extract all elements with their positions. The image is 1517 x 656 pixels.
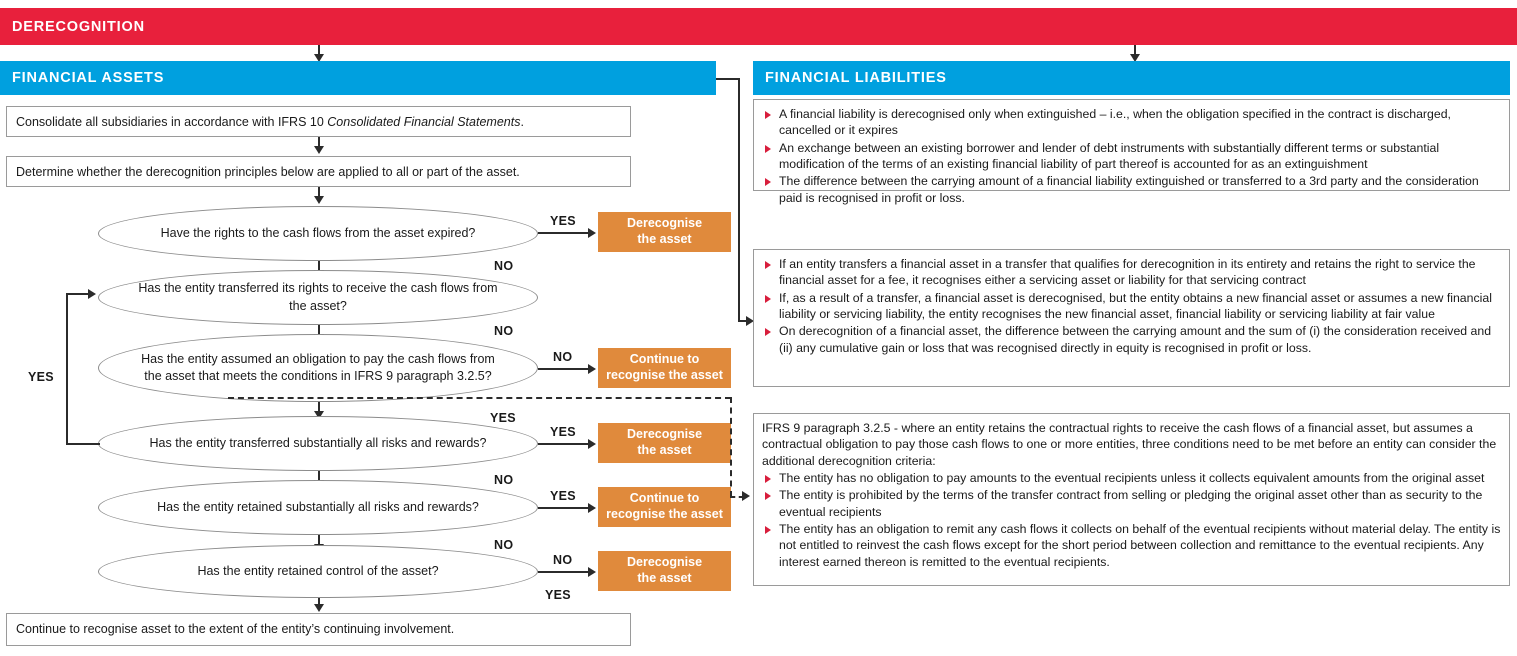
- list-item: If an entity transfers a financial asset in a transfer that qualifies for derecognition in its entirety and retains the right to service the financial asset for a fee, it recognises either a servicing asset or liability for that servicing contract: [762, 256, 1501, 289]
- dashed-connector-vertical: [730, 397, 732, 497]
- connector-step1-step2-arrow: [314, 146, 324, 154]
- liabilities-box-ifrs9-para-325: [753, 413, 1510, 586]
- assets-step-determine: [6, 156, 631, 187]
- outcome-continue-1: [598, 348, 731, 388]
- list-item: The entity has no obligation to pay amounts to the eventual recipients unless it collects equivalent amounts from the original asset: [762, 470, 1501, 486]
- list-item: The entity is prohibited by the terms of the transfer contract from selling or pledging the original asset other than as security to the eventual recipients: [762, 487, 1501, 520]
- list-item: On derecognition of a financial asset, the difference between the carrying amount and the sum of (i) the consideration received and (ii) any cumulative gain or loss that was recognised directly in equity is recognised in profit or loss.: [762, 323, 1501, 356]
- outcome-derecognise-1-line1: Derecognise: [626, 216, 703, 231]
- derecognition-title-banner: [0, 8, 1517, 45]
- list-item: A financial liability is derecognised only when extinguished – i.e., when the obligation specified in the contract is discharged, cancelled or it expires: [762, 106, 1501, 139]
- decision-transferred-risks-rewards-text: Has the entity transferred substantially all risks and rewards?: [149, 435, 487, 450]
- connector-d3-no-line: [538, 368, 590, 370]
- decision-assumed-obligation: [98, 334, 538, 402]
- connector-d4-yes-arrow: [588, 439, 596, 449]
- loop-yes-bottom-segment: [66, 443, 100, 445]
- outcome-derecognise-1: [598, 212, 731, 252]
- outcome-continue-1-line2: recognise the asset: [606, 368, 723, 382]
- liabilities-box2-list: [762, 256, 1501, 356]
- edge-label-d3-no: NO: [553, 350, 573, 364]
- liabilities-box1-list: [762, 106, 1501, 206]
- outcome-derecognise-3-line2: the asset: [637, 571, 692, 585]
- connector-assets-to-liab2-top: [716, 78, 740, 80]
- ifrs9-intro-text: IFRS 9 paragraph 3.2.5 - where an entity retains the contractual rights to receive the cash flows of a financial asset, but assumes a contractual obligation to pay those cash flows to one or more entities, three conditions need to be met before an entity can consider the additional derecognition criteria:: [762, 421, 1497, 468]
- dashed-connector-arrow: [742, 491, 750, 501]
- connector-d1-yes-arrow: [588, 228, 596, 238]
- loop-yes-arrow: [88, 289, 96, 299]
- list-item: The difference between the carrying amount of a financial liability extinguished or transferred to a 3rd party and the consideration paid is recognised in profit or loss.: [762, 173, 1501, 206]
- connector-d1-yes-line: [538, 232, 590, 234]
- edge-label-d5-no: NO: [494, 538, 514, 552]
- assets-step-consolidate-text: Consolidate all subsidiaries in accordance with IFRS 10 Consolidated Financial Statements.: [16, 115, 524, 129]
- connector-d5-yes-arrow: [588, 503, 596, 513]
- connector-assets-to-liab2-vertical: [738, 78, 740, 321]
- connector-step2-d1-arrow: [314, 196, 324, 204]
- edge-label-d3-yes: YES: [490, 411, 516, 425]
- outcome-derecognise-2-line2: the asset: [637, 443, 692, 457]
- outcome-derecognise-2: [598, 423, 731, 463]
- connector-d4-yes-line: [538, 443, 590, 445]
- liabilities-box3-list: [762, 470, 1501, 570]
- financial-assets-header-label: FINANCIAL ASSETS: [12, 70, 165, 86]
- connector-d6-yes-arrow: [314, 604, 324, 612]
- edge-label-d4-no: NO: [494, 473, 514, 487]
- outcome-derecognise-2-line1: Derecognise: [626, 427, 703, 442]
- financial-assets-header: [0, 61, 716, 95]
- assets-step-consolidate: [6, 106, 631, 137]
- edge-label-d6-no: NO: [553, 553, 573, 567]
- derecognition-title-label: DERECOGNITION: [12, 18, 145, 35]
- loop-yes-vertical-segment: [66, 293, 68, 445]
- connector-d6-no-arrow: [588, 567, 596, 577]
- decision-assumed-obligation-text: Has the entity assumed an obligation to pay the cash flows from the asset that meets the conditions in IFRS 9 paragraph 3.2.5?: [141, 351, 495, 383]
- loop-yes-top-segment: [66, 293, 90, 295]
- edge-label-d2-no: NO: [494, 324, 514, 338]
- outcome-continue-2-line1: Continue to: [629, 491, 700, 506]
- outcome-derecognise-3-line1: Derecognise: [626, 555, 703, 570]
- connector-d5-yes-line: [538, 507, 590, 509]
- outcome-derecognise-1-line2: the asset: [637, 232, 692, 246]
- edge-label-d1-yes: YES: [550, 214, 576, 228]
- list-item: If, as a result of a transfer, a financial asset is derecognised, but the entity obtains a new financial asset or assumes a new financial liability or servicing liability, the entity recognises the new financial asset, financial liability or servicing liability at fair value: [762, 290, 1501, 323]
- liabilities-box-transfer-servicing: [753, 249, 1510, 387]
- decision-transferred-risks-rewards: [98, 416, 538, 471]
- dashed-connector-top: [228, 397, 731, 399]
- decision-retained-risks-rewards-text: Has the entity retained substantially all risks and rewards?: [157, 499, 479, 514]
- financial-liabilities-header-label: FINANCIAL LIABILITIES: [765, 70, 947, 86]
- list-item: An exchange between an existing borrower and lender of debt instruments with substantially different terms or substantial modification of the terms of an existing financial liability of part thereof is accounted for as an extinguishment: [762, 140, 1501, 173]
- edge-label-loop-yes: YES: [28, 370, 54, 384]
- financial-liabilities-header: [753, 61, 1510, 95]
- outcome-derecognise-3: [598, 551, 731, 591]
- connector-d3-no-arrow: [588, 364, 596, 374]
- outcome-continue-2: [598, 487, 731, 527]
- decision-retained-control: [98, 545, 538, 598]
- assets-footer-continuing-involvement: [6, 613, 631, 646]
- edge-label-d5-yes: YES: [550, 489, 576, 503]
- outcome-continue-1-line1: Continue to: [629, 352, 700, 367]
- decision-retained-risks-rewards: [98, 480, 538, 535]
- assets-footer-text: Continue to recognise asset to the extent of the entity’s continuing involvement.: [16, 622, 455, 636]
- list-item: The entity has an obligation to remit any cash flows it collects on behalf of the eventual recipients without material delay. The entity is not entitled to reinvest the cash flows except for the short period between collection and remittance to the eventual recipients. Any interest earned thereon is remitted to the eventual recipients.: [762, 521, 1501, 570]
- decision-rights-expired: [98, 206, 538, 261]
- liabilities-box-derecognition-rules: [753, 99, 1510, 205]
- edge-label-d1-no: NO: [494, 259, 514, 273]
- connector-d6-no-line: [538, 571, 590, 573]
- outcome-continue-2-line2: recognise the asset: [606, 507, 723, 521]
- decision-transferred-rights-text: Has the entity transferred its rights to receive the cash flows from the asset?: [138, 281, 498, 313]
- assets-step-determine-text: Determine whether the derecognition principles below are applied to all or part of the asset.: [16, 165, 520, 179]
- decision-transferred-rights: [98, 270, 538, 325]
- edge-label-d4-yes: YES: [550, 425, 576, 439]
- decision-retained-control-text: Has the entity retained control of the asset?: [197, 563, 439, 578]
- edge-label-d6-yes: YES: [545, 588, 571, 602]
- decision-rights-expired-text: Have the rights to the cash flows from the asset expired?: [160, 225, 476, 240]
